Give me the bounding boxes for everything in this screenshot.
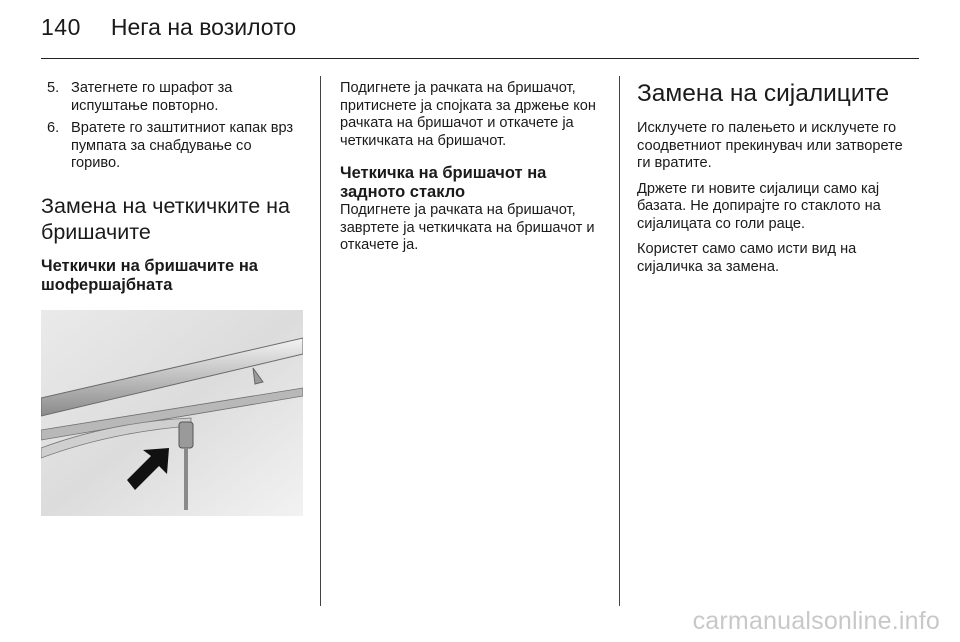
header-divider bbox=[41, 58, 919, 59]
column-3 bbox=[637, 80, 907, 284]
subheading-rear-wiper: Четкичка на бришачот на задното стакло bbox=[340, 164, 547, 201]
wiper-illustration bbox=[41, 310, 303, 516]
column-divider-1 bbox=[320, 76, 321, 606]
paragraph: Исклучете го палењето и исклучете го соодветниот прекинувач или затворете ги вратите. bbox=[637, 120, 903, 171]
paragraph: Користет само само исти вид на сијаличка за замена. bbox=[637, 241, 857, 275]
step-text: Затегнете го шрафот за испуштање повторно. bbox=[71, 80, 233, 114]
wiper-clip bbox=[179, 422, 193, 448]
column-2 bbox=[340, 80, 606, 263]
column-1 bbox=[41, 80, 303, 295]
page-number: 140 bbox=[41, 14, 81, 40]
page-title: Нега на возилото bbox=[110, 14, 297, 40]
column-divider-2 bbox=[619, 76, 620, 606]
step-item bbox=[41, 80, 303, 115]
step-text: Вратете го заштитниот капак врз пумпата за снабдување со гориво. bbox=[71, 120, 294, 171]
step-item bbox=[41, 120, 303, 173]
paragraph: Подигнете ја рачката на бришачот, завртете ја четкичката на бришачот и откачете ја. bbox=[340, 202, 595, 253]
paragraph: Држете ги новите сијалици само кај базата. Не допирајте го стаклото на сијалицата со голи раце. bbox=[637, 180, 881, 232]
subheading-windshield-wipers: Четкички на бришачите на шофершајбната bbox=[41, 256, 258, 294]
section-heading-bulbs: Замена на сијалиците bbox=[637, 80, 890, 107]
page-header bbox=[41, 14, 296, 54]
watermark: carmanualsonline.info bbox=[692, 607, 940, 635]
step-number: 5. bbox=[47, 80, 60, 96]
step-number: 6. bbox=[47, 120, 60, 136]
paragraph: Подигнете ја рачката на бришачот, притиснете ја спојката за држење кон рачката на бришачот и откачете ја четкичката на бришачот. bbox=[340, 80, 596, 149]
section-heading-wipers: Замена на четкичките на бришачите bbox=[41, 193, 290, 244]
